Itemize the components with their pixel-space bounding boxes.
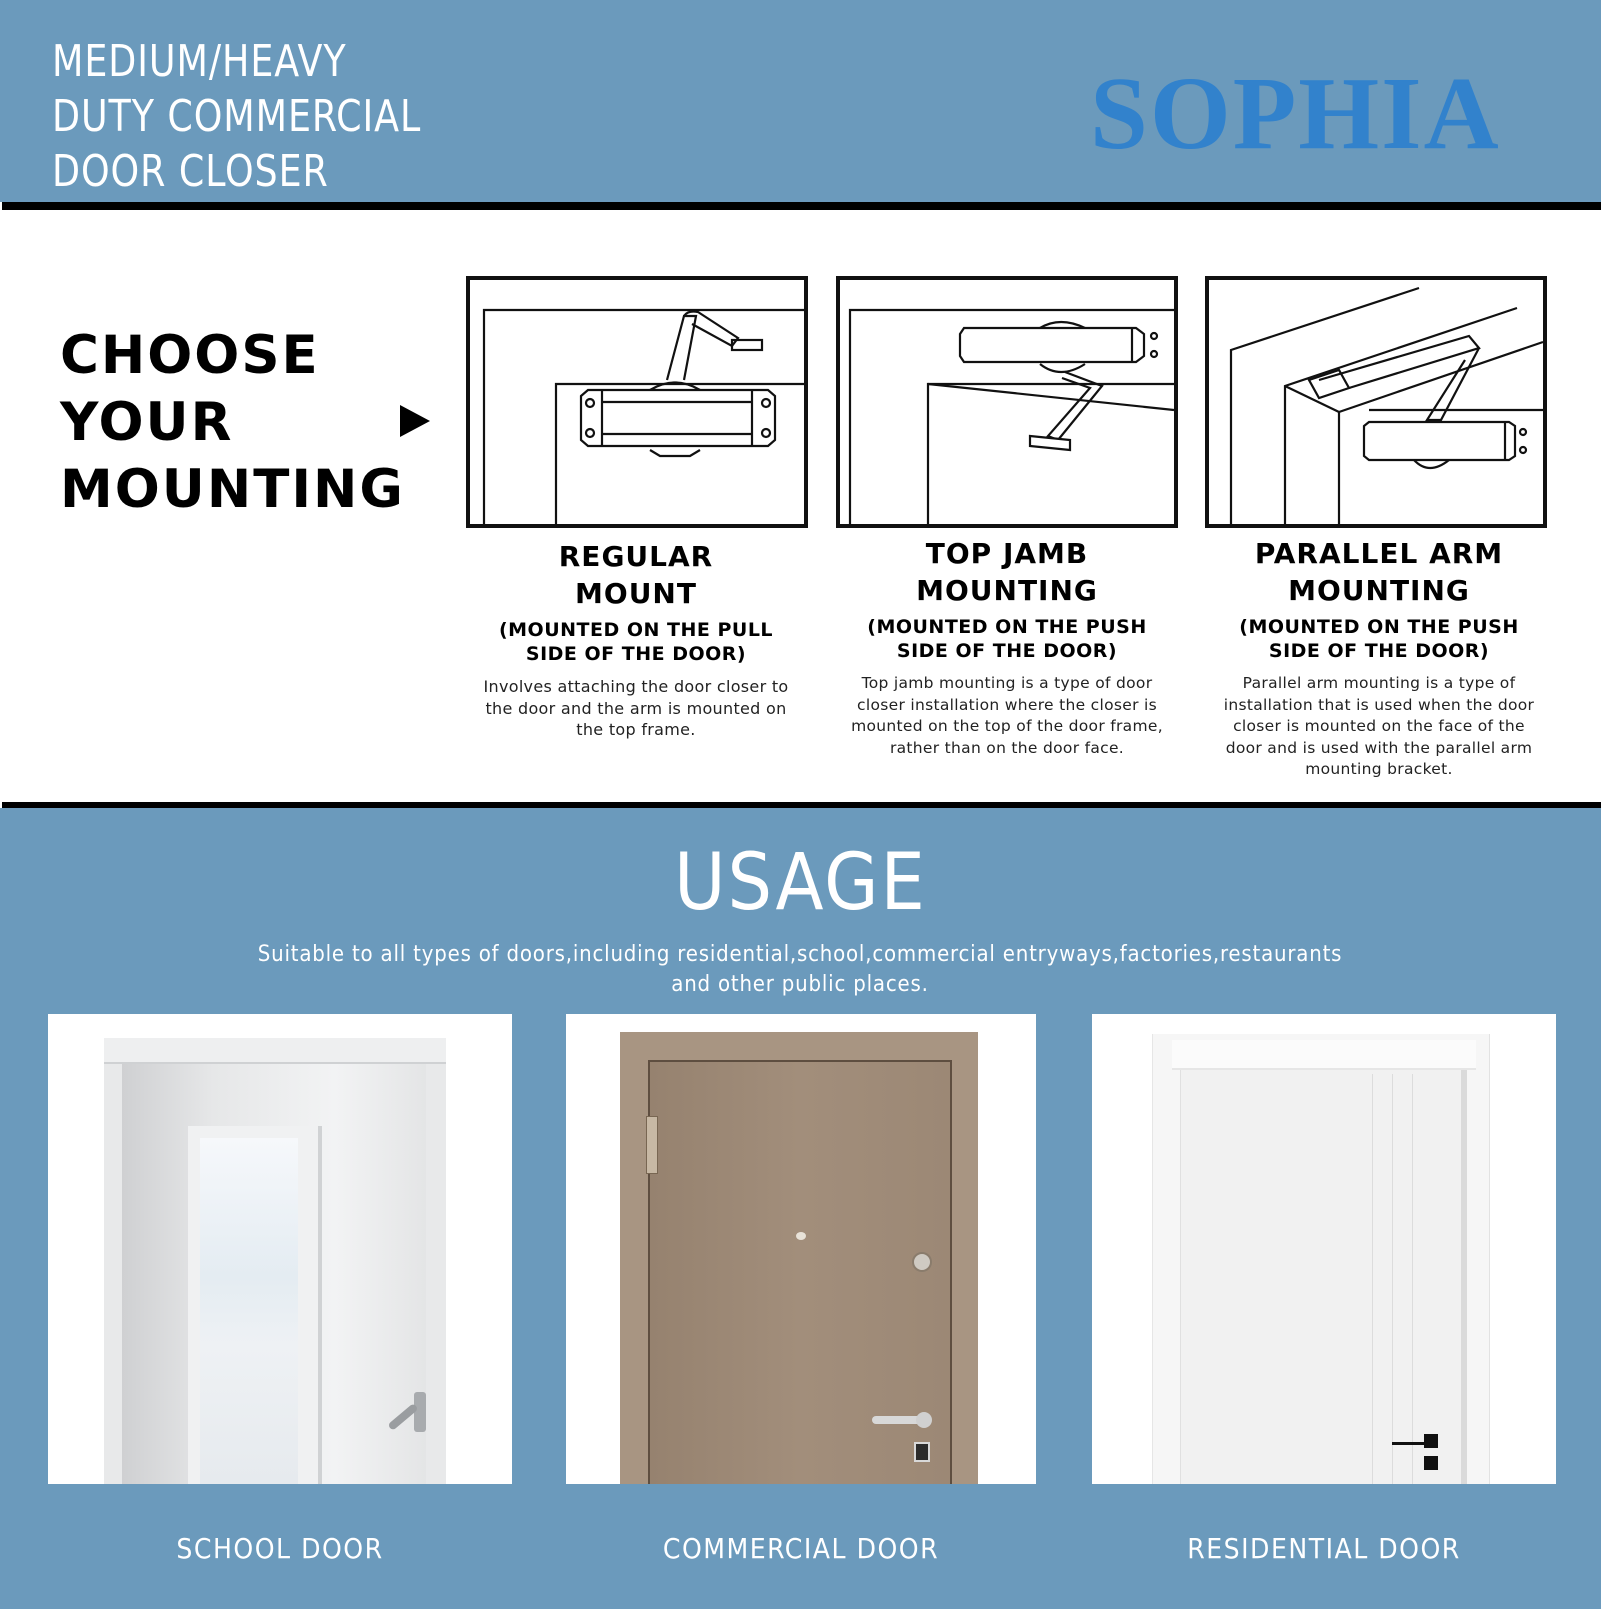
heading-line: MOUNTING [60, 459, 405, 520]
usage-title: USAGE [674, 838, 927, 928]
mount-title-line: REGULAR [558, 540, 714, 573]
mount-subtitle [1196, 615, 1562, 663]
mount-description-line: Top jamb mounting is a type of door [861, 674, 1153, 692]
mounting-heading [60, 322, 405, 523]
mount-title [446, 538, 826, 612]
mount-title-line: TOP JAMB [925, 537, 1089, 570]
mount-description-line: closer installation where the closer is [857, 695, 1157, 714]
school-door-photo [48, 1014, 512, 1484]
header-banner [0, 0, 1601, 202]
mount-title-line: MOUNTING [916, 574, 1098, 607]
mount-description-line: Involves attaching the door closer to [483, 677, 789, 696]
mount-description-line: installation that is used when the door [1223, 695, 1535, 714]
mount-description-line: rather than on the door face. [889, 738, 1125, 757]
door-label-school: SCHOOL DOOR [176, 1532, 384, 1565]
mount-description-line: the top frame. [576, 720, 696, 739]
mount-description-line: mounted on the top of the door frame, [851, 717, 1163, 735]
mount-description [1196, 673, 1562, 781]
mount-subtitle-line: SIDE OF THE DOOR) [525, 643, 747, 665]
commercial-door-photo [566, 1014, 1036, 1484]
mount-option-regular [446, 538, 826, 741]
mount-title [1196, 535, 1562, 609]
mount-description-line: mounting bracket. [1305, 760, 1453, 778]
mount-title [824, 535, 1190, 609]
product-title-line: DUTY COMMERCIAL [52, 91, 422, 142]
parallel-arm-diagram [1205, 276, 1547, 528]
mount-description [824, 673, 1190, 759]
divider [2, 202, 1601, 210]
play-triangle-icon [400, 405, 430, 437]
mount-subtitle [446, 618, 826, 666]
mount-description-line: Parallel arm mounting is a type of [1242, 674, 1516, 692]
usage-description-line: Suitable to all types of doors,including residential,school,commercial entryways,factories,restaurants [257, 942, 1343, 967]
mount-subtitle [824, 615, 1190, 663]
residential-door-photo [1092, 1014, 1556, 1484]
usage-description [150, 940, 1450, 1000]
mount-description [446, 676, 826, 741]
brand-logo: SOPHIA [1090, 56, 1501, 171]
door-label-residential: RESIDENTIAL DOOR [1187, 1532, 1461, 1565]
regular-mount-diagram [466, 276, 808, 528]
mount-title-line: PARALLEL ARM [1254, 537, 1504, 570]
product-title-line: DOOR CLOSER [52, 146, 329, 197]
mount-option-top-jamb [824, 535, 1190, 759]
mount-description-line: the door and the arm is mounted on [485, 698, 787, 718]
usage-description-line: and other public places. [671, 972, 929, 997]
heading-line: CHOOSE [60, 325, 320, 386]
mount-subtitle-line: (MOUNTED ON THE PUSH [1239, 616, 1519, 638]
mount-subtitle-line: (MOUNTED ON THE PULL [498, 619, 774, 641]
door-label-commercial: COMMERCIAL DOOR [662, 1532, 940, 1565]
mount-title-line: MOUNTING [1288, 574, 1470, 607]
mount-description-line: door and is used with the parallel arm [1225, 738, 1533, 757]
top-jamb-diagram [836, 276, 1178, 528]
mount-subtitle-line: (MOUNTED ON THE PUSH [867, 616, 1147, 638]
product-title-line: MEDIUM/HEAVY [52, 36, 347, 87]
mount-title-line: MOUNT [575, 577, 697, 610]
mount-subtitle-line: SIDE OF THE DOOR) [1268, 640, 1490, 662]
mount-option-parallel-arm [1196, 535, 1562, 781]
mount-subtitle-line: SIDE OF THE DOOR) [896, 640, 1118, 662]
mount-description-line: closer is mounted on the face of the [1233, 717, 1525, 735]
product-title [52, 34, 421, 199]
heading-line: YOUR [60, 392, 234, 453]
